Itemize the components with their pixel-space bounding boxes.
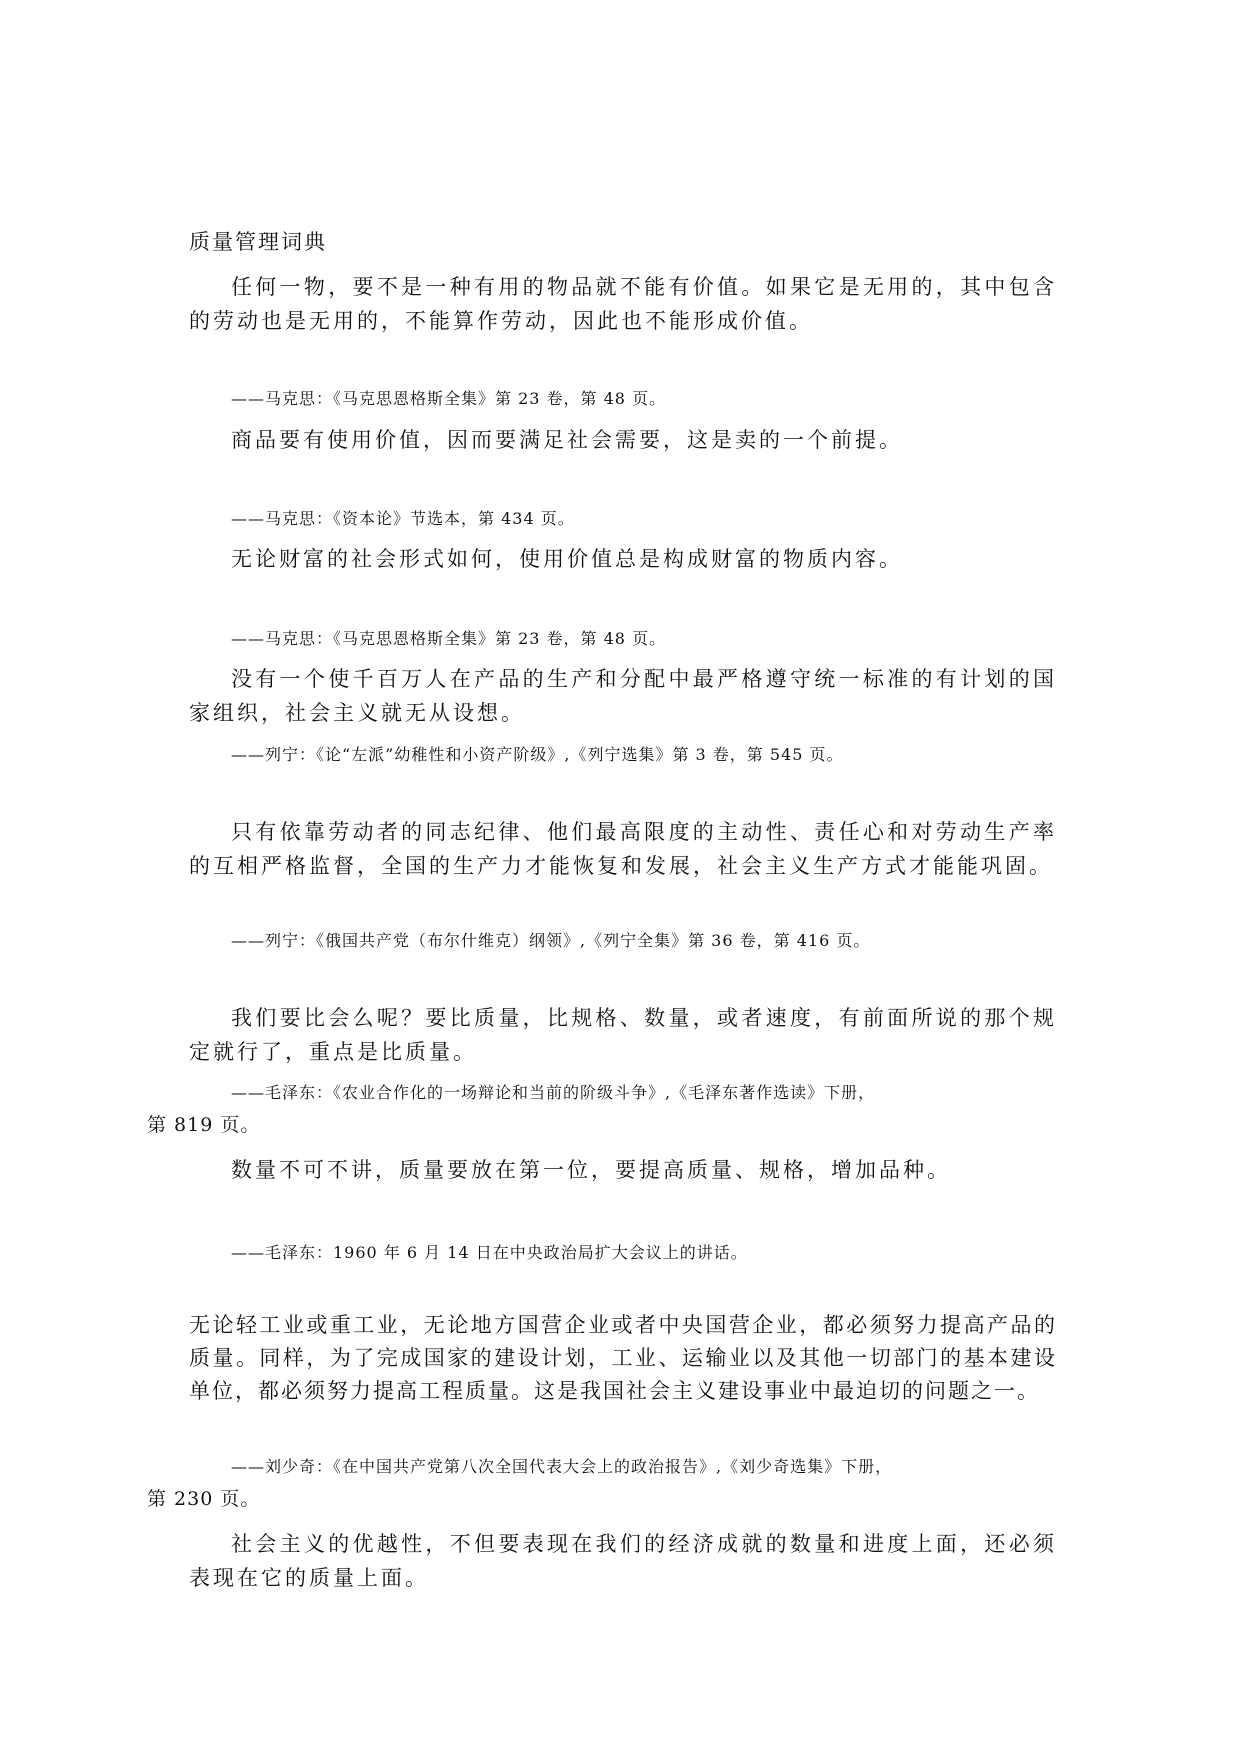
quote-text: 无论轻工业或重工业，无论地方国营企业或者中央国营企业，都必须努力提高产品的质量。同样，为了完成国家的建设计划，工业、运输业以及其他一切部门的基本建设单位，都必须努力提高工程质量。这是我国社会主义建设事业中最迫切的问题之一。 — [189, 1313, 1057, 1403]
quote-source-text: ——毛泽东：《农业合作化的一场辩论和当前的阶级斗争》,《毛泽东著作选读》下册， — [231, 1083, 876, 1102]
quote-source-text: ——刘少奇：《在中国共产党第八次全国代表大会上的政治报告》,《刘少奇选集》下册， — [231, 1457, 893, 1476]
quote-source: ——马克思：《马克思恩格斯全集》第 23 卷，第 48 页。 — [231, 629, 667, 648]
quote-text: 商品要有使用价值，因而要满足社会需要，这是卖的一个前提。 — [231, 428, 903, 452]
quote-text: 社会主义的优越性，不但要表现在我们的经济成就的数量和进度上面，还必须表现在它的质量上面。 — [189, 1532, 1057, 1590]
quote-text: 没有一个使千百万人在产品的生产和分配中最严格遵守统一标准的有计划的国家组织，社会主义就无从设想。 — [189, 667, 1057, 725]
quote-source: ——列宁：《俄国共产党（布尔什维克）纲领》,《列宁全集》第 36 卷，第 416 页。 — [231, 931, 871, 950]
quote-text: 任何一物，要不是一种有用的物品就不能有价值。如果它是无用的，其中包含的劳动也是无用的，不能算作劳动，因此也不能形成价值。 — [189, 275, 1057, 333]
quote-text: 数量不可不讲，质量要放在第一位，要提高质量、规格，增加品种。 — [231, 1158, 951, 1182]
quote-text: 我们要比会么呢？要比质量，比规格、数量，或者速度，有前面所说的那个规定就行了，重点是比质量。 — [189, 1006, 1057, 1064]
quote-source — [147, 1076, 1057, 1142]
quote-text: 无论财富的社会形式如何，使用价值总是构成财富的物质内容。 — [231, 547, 903, 571]
quote-source: ——马克思：《资本论》节选本，第 434 页。 — [231, 509, 575, 528]
quote-text: 只有依靠劳动者的同志纪律、他们最高限度的主动性、责任心和对劳动生产率的互相严格监督，全国的生产力才能恢复和发展，社会主义生产方式才能能巩固。 — [189, 820, 1057, 878]
quote-source-page: 第 230 页。 — [147, 1488, 261, 1510]
quote-source: ——马克思：《马克思恩格斯全集》第 23 卷，第 48 页。 — [231, 389, 667, 408]
quote-source — [147, 1450, 1057, 1516]
quote-source-page: 第 819 页。 — [147, 1114, 261, 1136]
page-title: 质量管理词典 — [189, 230, 327, 254]
quote-source: ——毛泽东：1960 年 6 月 14 日在中央政治局扩大会议上的讲话。 — [231, 1243, 748, 1262]
quote-source: ——列宁：《论“左派”幼稚性和小资产阶级》,《列宁选集》第 3 卷，第 545 页。 — [231, 745, 844, 764]
